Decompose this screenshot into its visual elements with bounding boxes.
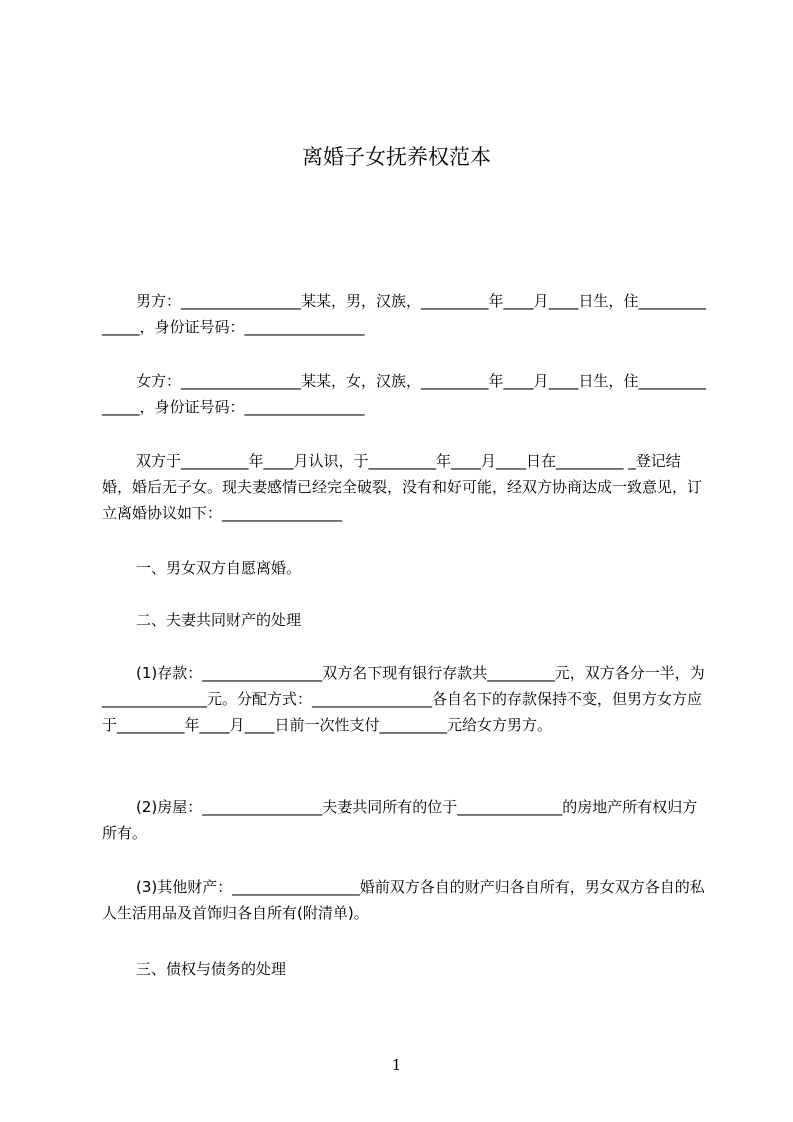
page-number: 1 [391,1056,402,1074]
deposit-paragraph: (1)存款：________________双方名下现有银行存款共_________元，双方各分一半，为______________元。分配方式：________________各自名下的存款保持不变，但男方女方应于_________年____月____日前一次性支付_________元给女方男方。 [102,664,705,734]
section-heading-3: 三、债权与债务的处理 [136,960,287,978]
male-party-paragraph: 男方：________________某某，男，汉族，_________年____月____日生，住______________，身份证号码：________________ [102,292,707,336]
section-heading-1: 一、男女双方自愿离婚。 [136,559,302,577]
marriage-paragraph: 双方于_________年____月认识，于_________年____月____日在_________ _登记结婚，婚后无子女。现夫妻感情已经完全破裂，没有和好可能，经双方协商达成一致意见，订立离婚协议如下：________________ [102,452,703,522]
house-paragraph: (2)房屋：________________夫妻共同所有的位于______________的房地产所有权归方所有。 [102,798,698,842]
section-heading-2: 二、夫妻共同财产的处理 [136,611,302,629]
document-title: 离婚子女抚养权范本 [302,145,491,169]
female-party-paragraph: 女方：________________某某，女，汉族，_________年____月____日生，住______________，身份证号码：________________ [102,372,707,416]
other-property-paragraph: (3)其他财产：_________________婚前双方各自的财产归各自所有，男女双方各自的私人生活用品及首饰归各自所有(附清单)。 [102,878,705,922]
